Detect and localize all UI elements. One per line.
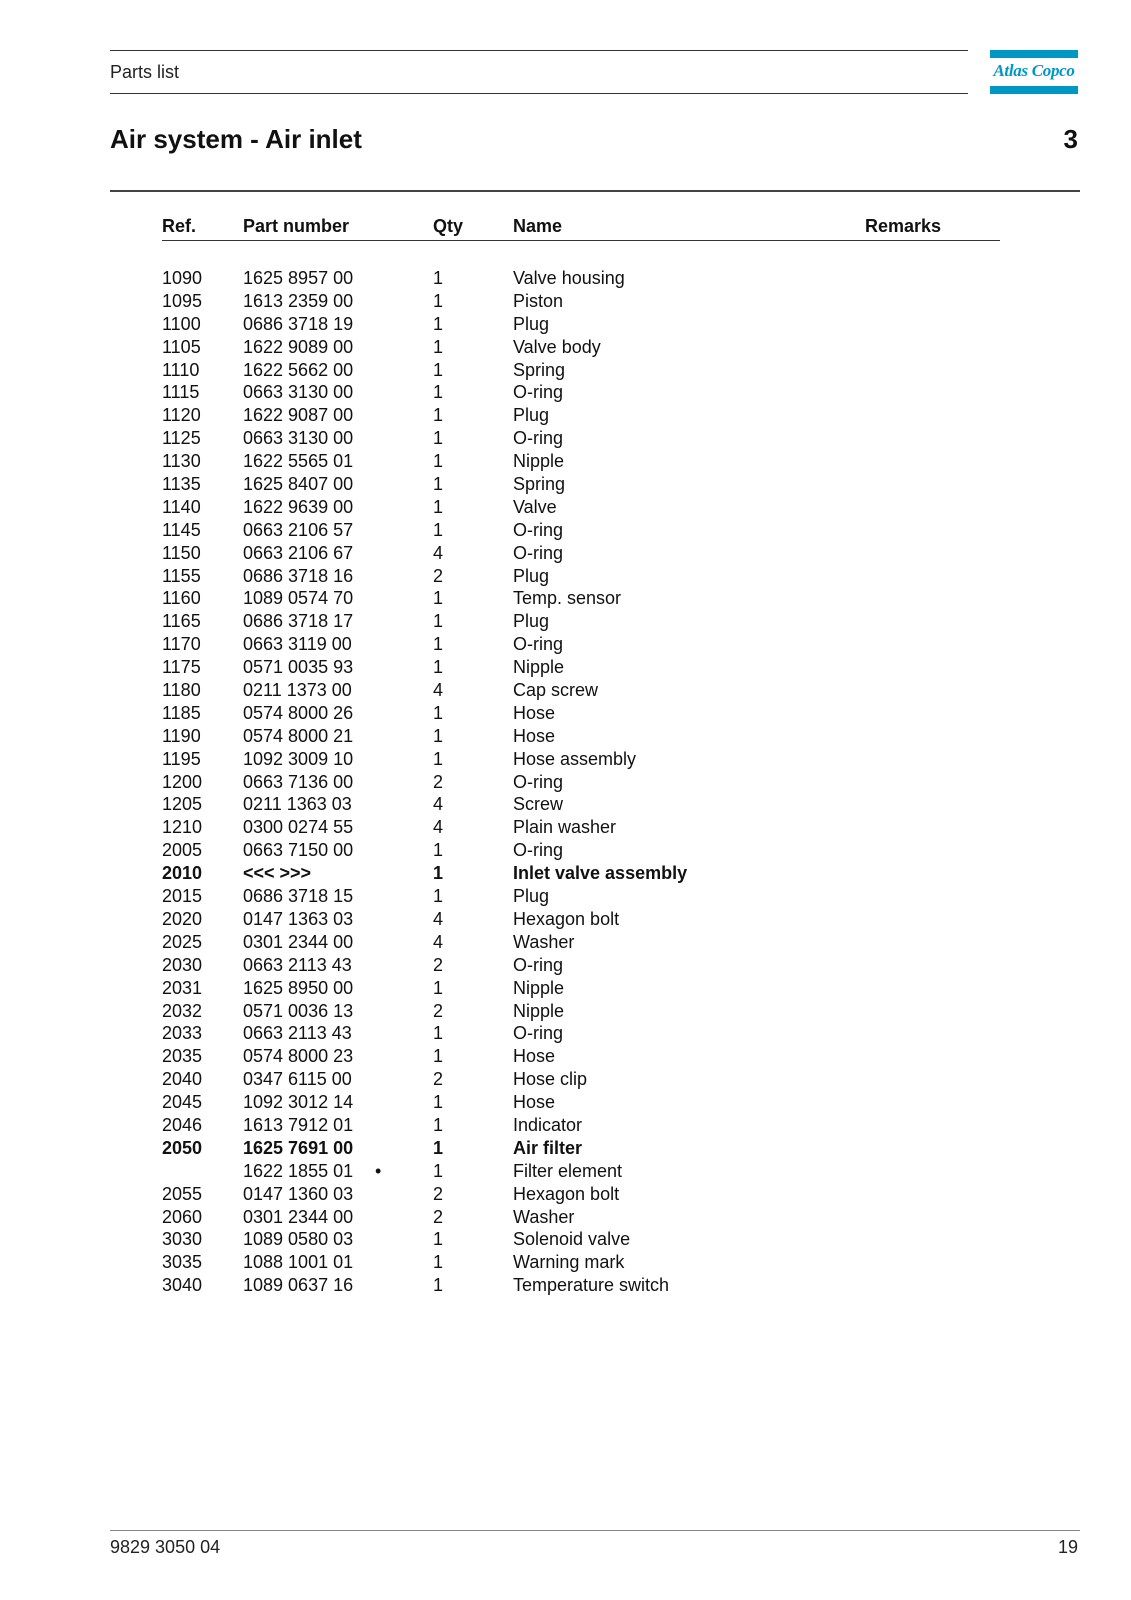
logo-wordmark: Atlas Copco — [993, 61, 1075, 80]
row-name: Nipple — [513, 657, 565, 678]
row-part-number: 0574 8000 26 — [243, 702, 354, 723]
row-part-number: 0663 2106 67 — [243, 542, 354, 563]
row-qty: 1 — [433, 474, 444, 495]
row-name: Piston — [513, 290, 564, 311]
row-part-number: 0211 1373 00 — [243, 680, 352, 701]
footer-rule — [110, 1530, 1080, 1531]
row-ref: 2020 — [162, 908, 203, 929]
row-part-number: 0663 3119 00 — [243, 634, 352, 655]
row-name: Plug — [513, 405, 550, 426]
row-part-number: 1622 9089 00 — [243, 336, 354, 357]
row-qty: 1 — [433, 428, 444, 449]
row-part-number: 1622 9639 00 — [243, 496, 354, 517]
row-name: Plug — [513, 313, 550, 334]
logo-top-bar — [990, 50, 1078, 58]
row-qty: 1 — [433, 1229, 444, 1250]
row-ref: 1190 — [162, 725, 201, 746]
row-part-number: 0686 3718 17 — [243, 611, 354, 632]
row-ref: 2030 — [162, 954, 203, 975]
row-ref: 2060 — [162, 1206, 203, 1227]
row-ref: 1110 — [162, 359, 200, 380]
row-part-number: 0211 1363 03 — [243, 794, 352, 815]
row-part-number: 0686 3718 16 — [243, 565, 354, 586]
row-part-number: 0147 1363 03 — [243, 908, 354, 929]
row-ref: 3040 — [162, 1275, 203, 1296]
table-row — [162, 359, 1000, 382]
table-row — [162, 1091, 1000, 1114]
row-name: O-ring — [513, 771, 564, 792]
row-qty: 1 — [433, 359, 444, 380]
row-part-number: 1625 8407 00 — [243, 474, 354, 495]
row-name: Spring — [513, 474, 566, 495]
row-ref: 1100 — [162, 313, 201, 334]
row-part-number: 1625 8950 00 — [243, 977, 354, 998]
row-qty: 4 — [433, 931, 444, 952]
row-part-number: 1613 7912 01 — [243, 1114, 354, 1135]
row-part-number: <<< >>> — [243, 863, 312, 884]
row-ref: 1210 — [162, 817, 203, 838]
row-name: Plug — [513, 611, 550, 632]
table-row — [162, 633, 1000, 656]
table-row — [162, 427, 1000, 450]
row-part-number: 0663 2106 57 — [243, 519, 354, 540]
page-number: 19 — [1057, 1537, 1078, 1557]
row-ref: 1195 — [162, 748, 201, 769]
table-row — [162, 496, 1000, 519]
row-ref: 3030 — [162, 1229, 203, 1250]
row-qty: 1 — [433, 611, 444, 632]
table-row — [162, 679, 1000, 702]
section-label: Parts list — [110, 62, 180, 82]
row-part-number: 0574 8000 21 — [243, 725, 354, 746]
row-qty: 4 — [433, 908, 444, 929]
row-qty: 1 — [433, 1114, 444, 1135]
row-qty: 1 — [433, 1092, 444, 1113]
table-row — [162, 1114, 1000, 1137]
row-part-number: 1622 5662 00 — [243, 359, 354, 380]
row-ref: 1155 — [162, 565, 201, 586]
table-row — [162, 885, 1000, 908]
row-name: Washer — [513, 1206, 575, 1227]
row-ref: 1130 — [162, 451, 201, 472]
column-header-name: Name — [513, 216, 563, 236]
row-part-number: 1625 7691 00 — [243, 1137, 354, 1158]
row-qty: 2 — [433, 1206, 444, 1227]
table-row — [162, 519, 1000, 542]
row-part-number: 0663 2113 43 — [243, 954, 352, 975]
column-header-ref: Ref. — [162, 216, 197, 236]
row-qty: 1 — [433, 1046, 444, 1067]
table-row — [162, 771, 1000, 794]
row-part-number: 0347 6115 00 — [243, 1069, 352, 1090]
row-qty: 1 — [433, 451, 444, 472]
row-name: Spring — [513, 359, 566, 380]
row-qty: 1 — [433, 336, 444, 357]
row-name: Solenoid valve — [513, 1229, 631, 1250]
row-part-number: 0663 3130 00 — [243, 428, 354, 449]
row-ref: 1135 — [162, 474, 201, 495]
row-part-number: 0300 0274 55 — [243, 817, 354, 838]
row-part-number: 1092 3012 14 — [243, 1092, 354, 1113]
table-row — [162, 1022, 1000, 1045]
row-part-number: 1622 5565 01 — [243, 451, 354, 472]
table-row — [162, 1228, 1000, 1251]
row-qty: 1 — [433, 657, 444, 678]
row-name: Hose clip — [513, 1069, 588, 1090]
table-row — [162, 839, 1000, 862]
table-row — [162, 1274, 1000, 1297]
row-name: O-ring — [513, 428, 564, 449]
row-name: O-ring — [513, 954, 564, 975]
table-row — [162, 542, 1000, 565]
row-ref: 1205 — [162, 794, 203, 815]
row-name: Valve — [513, 496, 557, 517]
row-ref: 1145 — [162, 519, 201, 540]
row-qty: 2 — [433, 771, 444, 792]
row-qty: 1 — [433, 1252, 444, 1273]
table-row — [162, 816, 1000, 839]
row-qty: 1 — [433, 496, 444, 517]
row-name: Hose assembly — [513, 748, 637, 769]
row-name: Temperature switch — [513, 1275, 670, 1296]
row-ref: 1140 — [162, 496, 201, 517]
row-part-number: 1622 9087 00 — [243, 405, 354, 426]
table-row — [162, 931, 1000, 954]
table-row — [162, 793, 1000, 816]
row-ref: 1090 — [162, 268, 203, 288]
row-qty: 1 — [433, 588, 444, 609]
row-part-number: 0301 2344 00 — [243, 931, 354, 952]
table-row — [162, 862, 1000, 885]
row-name: Hose — [513, 702, 556, 723]
table-row — [162, 1160, 1000, 1183]
row-part-number: 1088 1001 01 — [243, 1252, 354, 1273]
row-qty: 1 — [433, 886, 444, 907]
table-row — [162, 725, 1000, 748]
row-qty: 4 — [433, 542, 444, 563]
row-name: Hose — [513, 1092, 556, 1113]
table-row — [162, 610, 1000, 633]
row-qty: 2 — [433, 954, 444, 975]
row-qty: 1 — [433, 382, 444, 403]
row-qty: 1 — [433, 290, 444, 311]
row-ref: 1160 — [162, 588, 201, 609]
row-name: Nipple — [513, 1000, 565, 1021]
table-row — [162, 473, 1000, 496]
table-row — [162, 954, 1000, 977]
row-qty: 1 — [433, 725, 444, 746]
row-qty: 1 — [433, 1275, 444, 1296]
row-ref: 1105 — [162, 336, 201, 357]
row-part-number: 1089 0637 16 — [243, 1275, 354, 1296]
table-row — [162, 908, 1000, 931]
row-name: Plug — [513, 565, 550, 586]
row-qty: 4 — [433, 680, 444, 701]
row-part-number: 0663 2113 43 — [243, 1023, 352, 1044]
row-name: Hexagon bolt — [513, 1183, 620, 1204]
row-qty: 1 — [433, 702, 444, 723]
atlas-copco-logo — [990, 50, 1078, 94]
column-header-qty: Qty — [433, 216, 464, 236]
row-part-number: 0686 3718 19 — [243, 313, 354, 334]
row-name: Nipple — [513, 977, 565, 998]
row-qty: 1 — [433, 748, 444, 769]
row-qty: 1 — [433, 1160, 444, 1181]
row-qty: 1 — [433, 977, 444, 998]
row-qty: 1 — [433, 1137, 444, 1158]
logo-bottom-bar — [990, 86, 1078, 94]
parts-table — [162, 214, 1000, 1297]
table-row — [162, 290, 1000, 313]
row-qty: 1 — [433, 840, 444, 861]
row-qty: 1 — [433, 268, 444, 288]
row-name: Plug — [513, 886, 550, 907]
document-number: 9829 3050 04 — [110, 1537, 221, 1557]
row-part-number: 1625 8957 00 — [243, 268, 354, 288]
row-ref: 2035 — [162, 1046, 203, 1067]
row-qty: 2 — [433, 565, 444, 586]
row-qty: 2 — [433, 1069, 444, 1090]
header-bottom-rule — [110, 93, 968, 94]
row-part-number: 0571 0035 93 — [243, 657, 354, 678]
table-row — [162, 1000, 1000, 1023]
row-name: O-ring — [513, 1023, 564, 1044]
table-row — [162, 565, 1000, 588]
header-top-rule — [110, 50, 968, 51]
row-part-number: 1089 0574 70 — [243, 588, 354, 609]
row-name: Valve housing — [513, 268, 625, 288]
row-ref: 2010 — [162, 863, 203, 884]
row-ref: 2025 — [162, 931, 203, 952]
row-ref: 2033 — [162, 1023, 203, 1044]
row-name: Inlet valve assembly — [513, 863, 688, 884]
row-name: O-ring — [513, 519, 564, 540]
column-header-part-number: Part number — [243, 216, 350, 236]
row-name: Washer — [513, 931, 575, 952]
row-part-number: 1089 0580 03 — [243, 1229, 354, 1250]
row-part-number: 1613 2359 00 — [243, 290, 354, 311]
row-name: O-ring — [513, 840, 564, 861]
row-qty: 2 — [433, 1000, 444, 1021]
row-name: Hexagon bolt — [513, 908, 620, 929]
row-name: Nipple — [513, 451, 565, 472]
table-row — [162, 702, 1000, 725]
row-ref: 2040 — [162, 1069, 203, 1090]
row-qty: 2 — [433, 1183, 444, 1204]
row-ref: 2045 — [162, 1092, 203, 1113]
row-name: O-ring — [513, 542, 564, 563]
title-rule — [110, 190, 1080, 192]
row-part-number: 1092 3009 10 — [243, 748, 354, 769]
row-ref: 1125 — [162, 428, 201, 449]
row-qty: 1 — [433, 863, 444, 884]
row-ref: 1120 — [162, 405, 201, 426]
row-ref: 3035 — [162, 1252, 203, 1273]
row-ref: 1200 — [162, 771, 203, 792]
row-ref: 1150 — [162, 542, 201, 563]
row-ref: 2005 — [162, 840, 203, 861]
row-qty: 1 — [433, 519, 444, 540]
row-name: Screw — [513, 794, 564, 815]
row-qty: 1 — [433, 313, 444, 334]
table-row — [162, 1137, 1000, 1160]
section-number: 3 — [1063, 124, 1078, 154]
table-row — [162, 656, 1000, 679]
table-row — [162, 1183, 1000, 1206]
row-ref: 2015 — [162, 886, 203, 907]
row-name: Plain washer — [513, 817, 617, 838]
row-part-number: 0574 8000 23 — [243, 1046, 354, 1067]
table-row — [162, 1068, 1000, 1091]
row-marker: • — [375, 1160, 382, 1181]
row-part-number: 0571 0036 13 — [243, 1000, 354, 1021]
row-ref: 2032 — [162, 1000, 203, 1021]
row-ref: 2031 — [162, 977, 203, 998]
row-name: Cap screw — [513, 680, 599, 701]
table-row — [162, 587, 1000, 610]
row-name: Valve body — [513, 336, 601, 357]
table-row — [162, 1206, 1000, 1229]
row-ref: 1175 — [162, 657, 201, 678]
row-name: Warning mark — [513, 1252, 625, 1273]
row-part-number: 1622 1855 01 — [243, 1160, 354, 1181]
row-qty: 1 — [433, 634, 444, 655]
page-title: Air system - Air inlet — [110, 124, 362, 154]
row-qty: 1 — [433, 405, 444, 426]
table-body — [162, 241, 1000, 1297]
row-ref: 2046 — [162, 1114, 203, 1135]
row-name: O-ring — [513, 634, 564, 655]
table-row — [162, 404, 1000, 427]
row-part-number: 0663 7150 00 — [243, 840, 354, 861]
row-name: Filter element — [513, 1160, 623, 1181]
table-row — [162, 450, 1000, 473]
table-row — [162, 336, 1000, 359]
row-name: Temp. sensor — [513, 588, 622, 609]
row-ref: 2050 — [162, 1137, 203, 1158]
row-name: Indicator — [513, 1114, 583, 1135]
row-qty: 1 — [433, 1023, 444, 1044]
row-ref: 1115 — [162, 382, 200, 403]
row-name: Air filter — [513, 1137, 583, 1158]
table-row — [162, 381, 1000, 404]
row-part-number: 0686 3718 15 — [243, 886, 354, 907]
table-row — [162, 313, 1000, 336]
row-ref: 1095 — [162, 290, 203, 311]
row-ref: 2055 — [162, 1183, 203, 1204]
table-row — [162, 1251, 1000, 1274]
row-part-number: 0663 3130 00 — [243, 382, 354, 403]
row-name: O-ring — [513, 382, 564, 403]
row-part-number: 0147 1360 03 — [243, 1183, 354, 1204]
column-header-remarks: Remarks — [865, 216, 942, 236]
table-header — [162, 214, 1000, 241]
row-part-number: 0663 7136 00 — [243, 771, 354, 792]
table-row — [162, 748, 1000, 771]
row-name: Hose — [513, 1046, 556, 1067]
table-row — [162, 267, 1000, 290]
row-ref: 1180 — [162, 680, 201, 701]
row-ref: 1185 — [162, 702, 201, 723]
row-name: Hose — [513, 725, 556, 746]
table-row — [162, 1045, 1000, 1068]
row-qty: 4 — [433, 794, 444, 815]
row-ref: 1165 — [162, 611, 201, 632]
row-qty: 4 — [433, 817, 444, 838]
row-ref: 1170 — [162, 634, 201, 655]
table-row — [162, 977, 1000, 1000]
row-part-number: 0301 2344 00 — [243, 1206, 354, 1227]
